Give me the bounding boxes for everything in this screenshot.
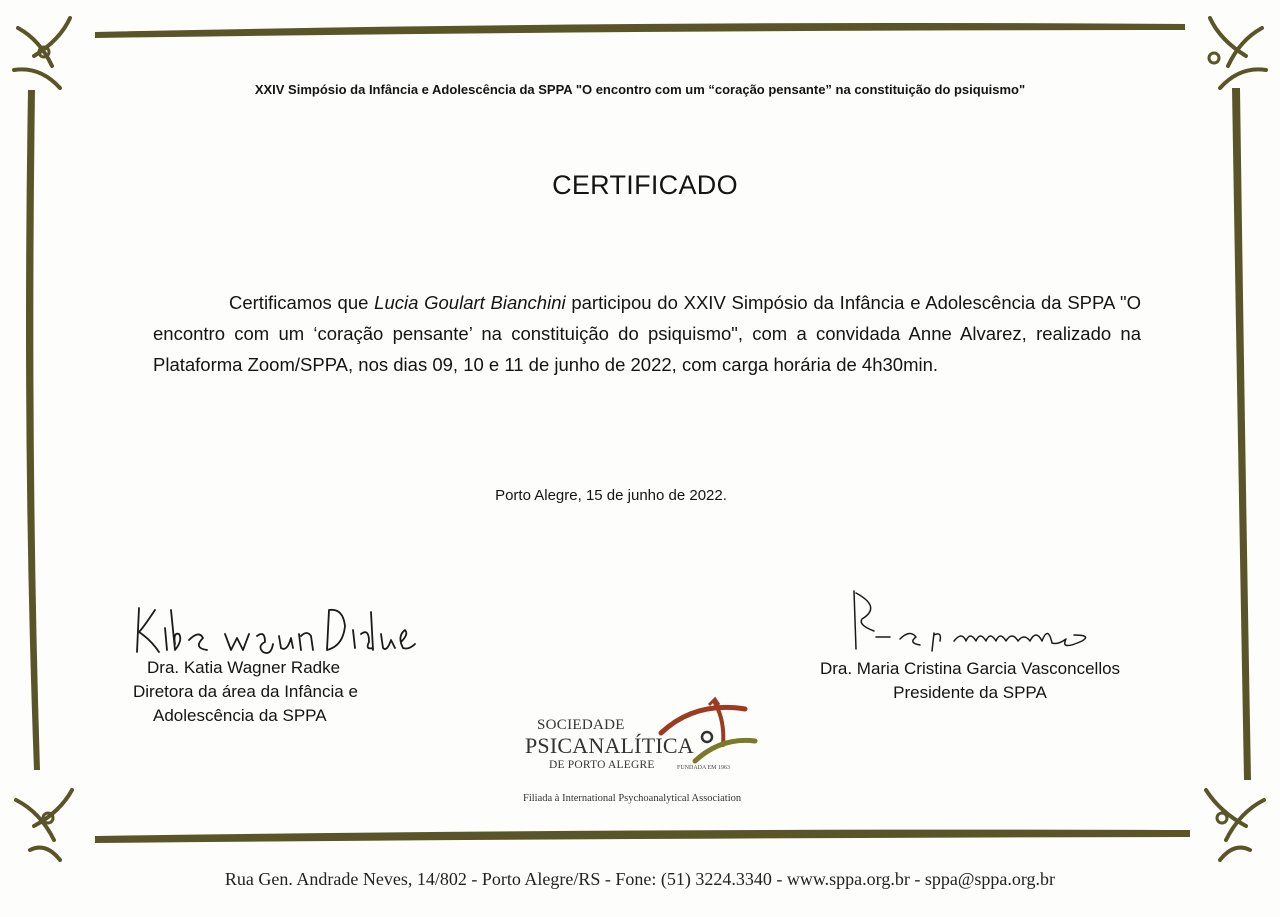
sppa-logo [515,695,785,810]
signatory-right-name: Dra. Maria Cristina Garcia Vasconcellos [819,659,1121,678]
certificate-body [153,287,1141,380]
logo-text-psicanalitica: PSICANALÍTICA [525,733,694,758]
ornament-top-left [14,18,70,88]
ornament-top-right [1209,18,1266,88]
ornament-bottom-right [1206,790,1264,860]
signatory-left-role-line2: Adolescência da SPPA [153,706,327,725]
logo-text-sociedade: SOCIEDADE [537,717,625,733]
signatory-left-role-line1: Diretora da área da Infância e [133,682,358,701]
logo-text-porto-alegre: DE PORTO ALEGRE [549,759,655,771]
certificate-title: CERTIFICADO [552,170,738,200]
signature-block-right [780,585,1160,705]
footer-contact: Rua Gen. Andrade Neves, 14/802 - Porto Alegre/RS - Fone: (51) 3224.3340 - www.sppa.org.br - sppa@sppa.org.br [224,869,1056,889]
logo-text-founded: FUNDADA EM 1963 [677,765,731,771]
signature-block-left [133,600,453,728]
signatory-left-name: Dra. Katia Wagner Radke [147,658,341,677]
event-header: XXIV Simpósio da Infância e Adolescência da SPPA "O encontro com um “coração pensante” na constituição do psiquismo" [254,82,1026,97]
body-details: participou do XXIV Simpósio da Infância e Adolescência da SPPA "O encontro com um ‘coração pensante’ na constituição do psiquismo", com a convidada Anne Alvarez, realizado na Plataforma Zoom/SPPA, nos dias 09, 10 e 11 de junho de 2022, com carga horária de 4h30min. [153,292,1141,375]
participant-name: Lucia Goulart Bianchini [374,292,566,313]
issue-date: Porto Alegre, 15 de junho de 2022. [495,487,727,504]
frame-top-bar [95,23,1185,38]
frame-bottom-bar [95,830,1190,843]
signatory-right-role: Presidente da SPPA [893,683,1047,702]
ornament-bottom-left [16,790,72,860]
handwritten-signature-left [133,600,423,656]
logo-affiliation: Filiada à International Psychoanalytical Association [523,793,742,804]
handwritten-signature-right [820,585,1200,657]
body-intro: Certificamos que [229,292,375,313]
